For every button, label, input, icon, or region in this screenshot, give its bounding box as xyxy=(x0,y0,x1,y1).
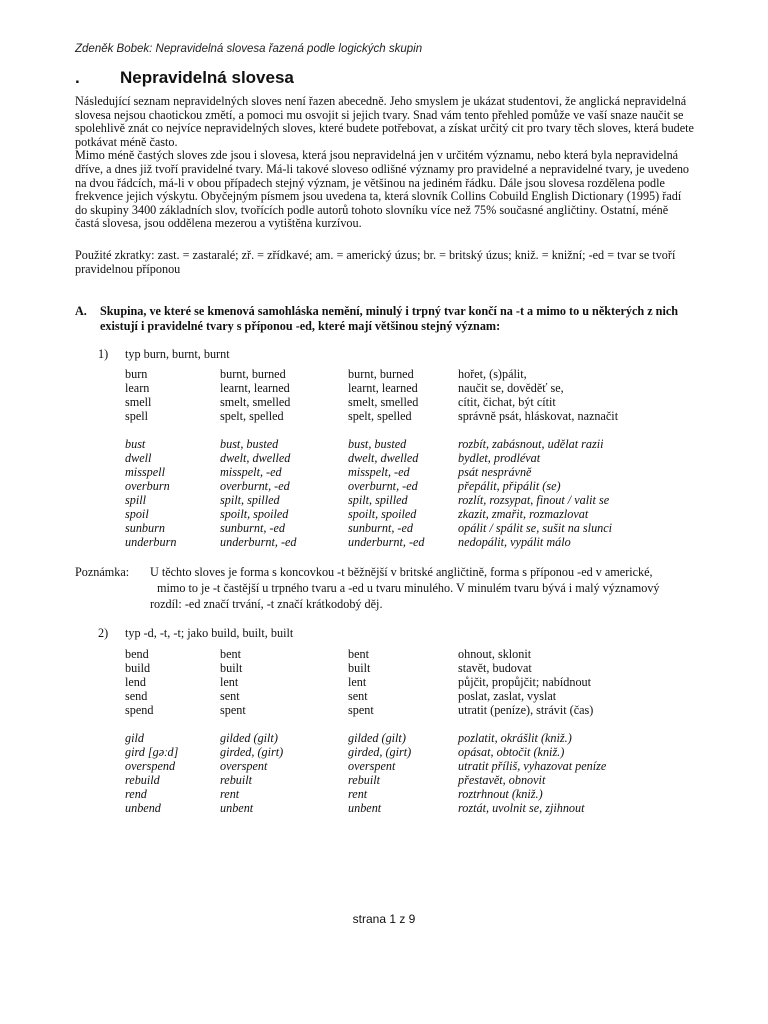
group-1-heading xyxy=(98,347,230,362)
verb-meaning: naučit se, dověděť se, xyxy=(458,381,564,395)
verb-meaning: zkazit, zmařit, rozmazlovat xyxy=(458,507,589,521)
verb-infinitive: build xyxy=(125,661,151,675)
verb-past: unbent xyxy=(220,801,254,815)
verb-past: rent xyxy=(220,787,240,801)
verb-participle: lent xyxy=(348,675,367,689)
verb-participle: unbent xyxy=(348,801,382,815)
verb-participle: girded, (girt) xyxy=(348,745,412,759)
verb-past: sunburnt, -ed xyxy=(220,521,285,535)
section-a-text: Skupina, ve které se kmenová samohláska nemění, minulý i trpný tvar končí na -t a mimo to u některých z nich existují i pravidelné tvary s příponou -ed, které mají většinou stejný význam: xyxy=(100,304,679,333)
note-line-2: mimo to je -t častější u trpného tvaru a -ed u tvaru minulého. V minulém tvaru bývá i malý významový xyxy=(157,581,660,595)
verb-infinitive: smell xyxy=(125,395,152,409)
verb-past: bent xyxy=(220,647,241,661)
verb-past: smelt, smelled xyxy=(220,395,291,409)
verb-past: rebuilt xyxy=(220,773,253,787)
note-line-3: rozdíl: -ed značí trvání, -t značí krátkodobý děj. xyxy=(150,597,383,611)
group-1-title: typ burn, burnt, burnt xyxy=(125,347,230,361)
verb-infinitive: rend xyxy=(125,787,147,801)
verb-participle: bent xyxy=(348,647,369,661)
verb-infinitive: learn xyxy=(125,381,150,395)
verb-infinitive: gird [gəːd] xyxy=(125,745,179,759)
verb-infinitive: bust xyxy=(125,437,146,451)
verb-past: underburnt, -ed xyxy=(220,535,297,549)
verb-infinitive: unbend xyxy=(125,801,161,815)
verb-infinitive: overburn xyxy=(125,479,170,493)
verb-participle: dwelt, dwelled xyxy=(348,451,419,465)
verb-infinitive: sunburn xyxy=(125,521,165,535)
verb-past: spent xyxy=(220,703,246,717)
verb-past: spilt, spilled xyxy=(220,493,280,507)
verb-participle: sent xyxy=(348,689,368,703)
verb-past: sent xyxy=(220,689,240,703)
verb-participle: learnt, learned xyxy=(348,381,418,395)
group-1-number: 1) xyxy=(98,347,109,361)
verb-past: spelt, spelled xyxy=(220,409,284,423)
note-label: Poznámka: xyxy=(75,565,130,579)
verb-meaning: přestavět, obnovit xyxy=(458,773,546,787)
verb-meaning: cítit, čichat, být cítit xyxy=(458,395,556,409)
group-2-heading xyxy=(98,626,293,641)
group-2-number: 2) xyxy=(98,626,109,640)
section-a-heading xyxy=(75,304,695,334)
title-number: . xyxy=(75,68,80,87)
verb-participle: gilded (gilt) xyxy=(348,731,406,745)
verb-meaning: pozlatit, okrášlit (kniž.) xyxy=(458,731,572,745)
verb-past: overspent xyxy=(220,759,268,773)
abbreviations: Použité zkratky: zast. = zastaralé; zř. = zřídkavé; am. = americký úzus; br. = britský úzus; kniž. = knižní; -ed = tvar se tvoří pravidelnou příponou xyxy=(75,248,676,276)
verb-meaning: správně psát, hláskovat, naznačit xyxy=(458,409,619,423)
page-title xyxy=(75,68,294,88)
verb-meaning: roztát, uvolnit se, zjihnout xyxy=(458,801,585,815)
note xyxy=(75,564,695,612)
verb-participle: overburnt, -ed xyxy=(348,479,418,493)
verb-infinitive: spend xyxy=(125,703,154,717)
verb-past: bust, busted xyxy=(220,437,279,451)
verb-meaning: rozbít, zabásnout, udělat razii xyxy=(458,437,604,451)
verb-past: dwelt, dwelled xyxy=(220,451,291,465)
verb-participle: bust, busted xyxy=(348,437,407,451)
verb-meaning: utratit (peníze), strávit (čas) xyxy=(458,703,594,717)
verb-meaning: půjčit, propůjčit; nabídnout xyxy=(458,675,592,689)
verb-infinitive: overspend xyxy=(125,759,176,773)
verb-meaning: roztrhnout (kniž.) xyxy=(458,787,543,801)
verb-participle: rebuilt xyxy=(348,773,381,787)
verb-participle: spent xyxy=(348,703,374,717)
verb-past: burnt, burned xyxy=(220,367,286,381)
verb-participle: spoilt, spoiled xyxy=(348,507,417,521)
verb-meaning: ohnout, sklonit xyxy=(458,647,532,661)
verb-infinitive: gild xyxy=(125,731,144,745)
verb-meaning: nedopálit, vypálit málo xyxy=(458,535,571,549)
verb-meaning: přepálit, připálit (se) xyxy=(458,479,561,493)
verb-meaning: opásat, obtočit (kniž.) xyxy=(458,745,565,759)
verb-meaning: rozlít, rozsypat, finout / valit se xyxy=(458,493,610,507)
verb-past: built xyxy=(220,661,243,675)
verb-infinitive: spoil xyxy=(125,507,149,521)
section-a-label: A. xyxy=(75,304,87,318)
running-header: Zdeněk Bobek: Nepravidelná slovesa řazená podle logických skupin xyxy=(75,43,423,55)
verb-participle: sunburnt, -ed xyxy=(348,521,413,535)
verb-past: spoilt, spoiled xyxy=(220,507,289,521)
verb-participle: overspent xyxy=(348,759,396,773)
verb-participle: rent xyxy=(348,787,368,801)
verb-infinitive: misspell xyxy=(125,465,165,479)
verb-infinitive: bend xyxy=(125,647,149,661)
verb-participle: spilt, spilled xyxy=(348,493,408,507)
verb-past: learnt, learned xyxy=(220,381,290,395)
title-text: Nepravidelná slovesa xyxy=(120,68,294,87)
verb-participle: burnt, burned xyxy=(348,367,414,381)
verb-participle: built xyxy=(348,661,371,675)
verb-meaning: utratit příliš, vyhazovat peníze xyxy=(458,759,607,773)
verb-past: lent xyxy=(220,675,239,689)
verb-participle: underburnt, -ed xyxy=(348,535,425,549)
verb-participle: smelt, smelled xyxy=(348,395,419,409)
page-footer: strana 1 z 9 xyxy=(352,912,416,926)
verb-meaning: poslat, zaslat, vyslat xyxy=(458,689,557,703)
intro-paragraph-1: Následující seznam nepravidelných sloves není řazen abecedně. Jeho smyslem je ukázat studentovi, že anglická nepravidelná slovesa nejsou chaotickou změtí, a pomoci mu osvojit si jejich tvary. Snad vám tento přehled pomůže ve vaší snaze naučit se spolehlivě znát co nejvíce nepravidelných sloves, které budete potřebovat, a získat určitý cit pro tvary těch sloves, která budete potkávat méně často. xyxy=(75,94,694,149)
verb-meaning: psát nesprávně xyxy=(458,465,532,479)
verb-past: misspelt, -ed xyxy=(220,465,282,479)
verb-meaning: hořet, (s)pálit, xyxy=(458,367,527,381)
verb-past: overburnt, -ed xyxy=(220,479,290,493)
verb-infinitive: burn xyxy=(125,367,148,381)
verb-infinitive: spell xyxy=(125,409,149,423)
group-2-title: typ -d, -t, -t; jako build, built, built xyxy=(125,626,294,640)
intro-paragraph-2: Mimo méně častých sloves zde jsou i slovesa, která jsou nepravidelná jen v určitém významu, nebo která byla nepravidelná dříve, a dnes již tvoří pravidelné tvary. Má-li takové sloveso odlišné významy pro pravidelné a nepravidelné tvary, je uvedeno na dvou řádcích, má-li v obou případech stejný význam, je většinou na jediném řádku. Dále jsou slovesa rozdělena podle frekvence jejich výskytu. Obyčejným písmem jsou uvedena ta, která slovník Collins Cobuild English Dictionary (1995) řadí do skupiny 3400 základních slov, tvořících podle autorů tohoto slovníku více než 75% současné angličtiny. Ostatní, méně častá slovesa, jsou oddělena mezerou a vytištěna kurzívou. xyxy=(75,148,690,231)
verb-participle: spelt, spelled xyxy=(348,409,412,423)
verb-meaning: opálit / spálit se, sušit na slunci xyxy=(458,521,613,535)
verb-participle: misspelt, -ed xyxy=(348,465,410,479)
verb-infinitive: lend xyxy=(125,675,146,689)
note-line-1: U těchto sloves je forma s koncovkou -t běžnější v britské angličtině, forma s příponou -ed v americké, xyxy=(150,565,653,579)
verb-infinitive: spill xyxy=(125,493,146,507)
verb-meaning: bydlet, prodlévat xyxy=(458,451,541,465)
verb-meaning: stavět, budovat xyxy=(458,661,532,675)
intro-text xyxy=(75,95,695,231)
verb-infinitive: rebuild xyxy=(125,773,160,787)
verb-past: gilded (gilt) xyxy=(220,731,278,745)
verb-past: girded, (girt) xyxy=(220,745,284,759)
verb-infinitive: underburn xyxy=(125,535,177,549)
verb-infinitive: dwell xyxy=(125,451,152,465)
verb-infinitive: send xyxy=(125,689,148,703)
